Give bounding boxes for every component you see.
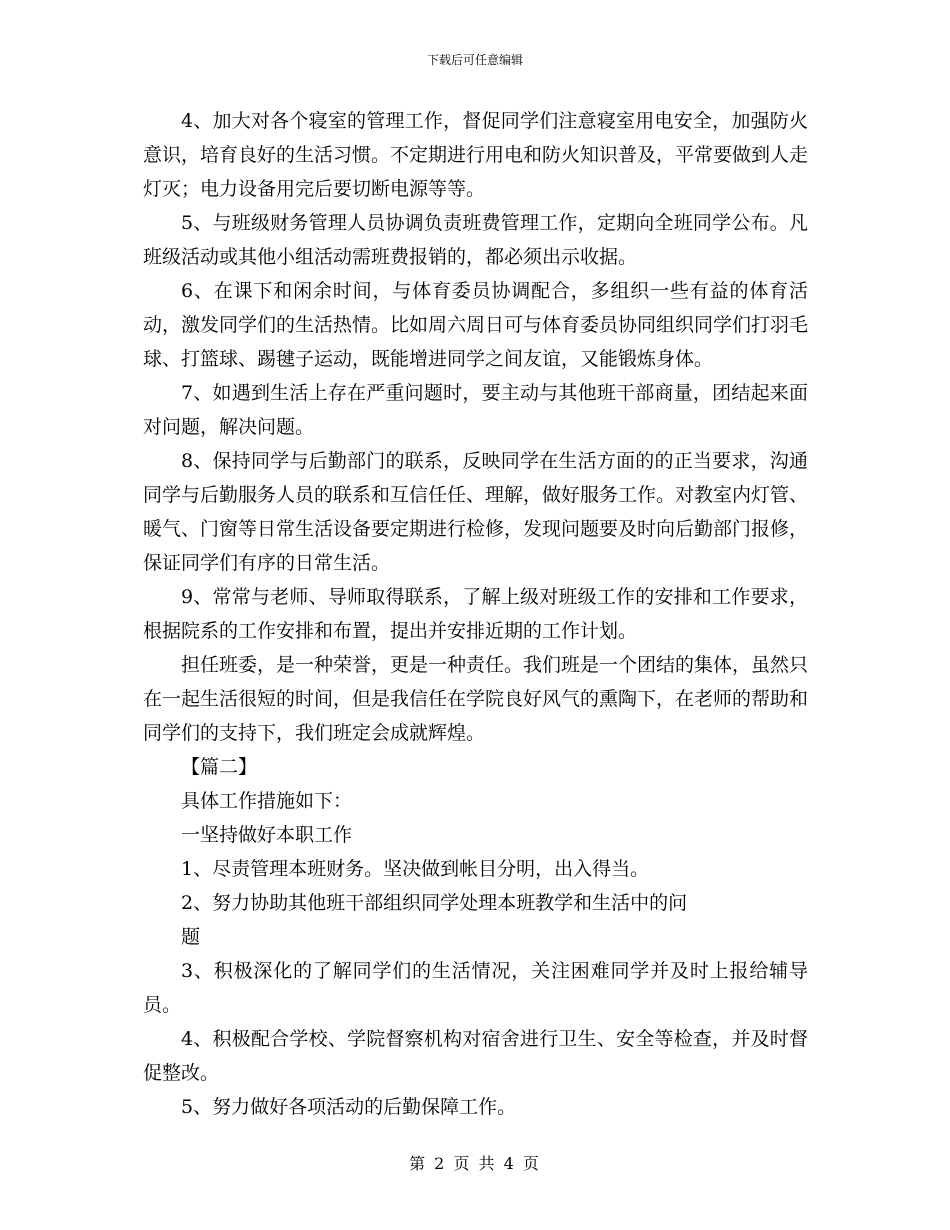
paragraph-4: 4、加大对各个寝室的管理工作，督促同学们注意寝室用电安全，加强防火意识，培育良好的生活习惯。不定期进行用电和防火知识普及，平常要做到人走灯灭；电力设备用完后要切断电源等等。 (143, 110, 809, 200)
list-item-2: 2、努力协助其他班干部组织同学处理本班教学和生活中的问 (181, 892, 688, 914)
paragraph-subheading: 一坚持做好本职工作 (181, 824, 353, 846)
paragraph-9: 9、常常与老师、导师取得联系，了解上级对班级工作的安排和工作要求，根据院系的工作安排和布置，提出并安排近期的工作计划。 (143, 586, 808, 642)
paragraph-summary: 担任班委，是一种荣誉，更是一种责任。我们班是一个团结的集体，虽然只在一起生活很短的时间，但是我信任在学院良好风气的熏陶下，在老师的帮助和同学们的支持下，我们班定会成就辉煌。 (143, 654, 809, 744)
page-footer: 第 2 页 共 4 页 (409, 1154, 541, 1173)
paragraph-8: 8、保持同学与后勤部门的联系，反映同学在生活方面的的正当要求，沟通同学与后勤服务人员的联系和互信任任、理解，做好服务工作。对教室内灯管、暖气、门窗等日常生活设备要定期进行检修，发现问题要及时向后勤部门报修，保证同学们有序的日常生活。 (143, 450, 809, 574)
paragraph-5: 5、与班级财务管理人员协调负责班费管理工作，定期向全班同学公布。凡班级活动或其他小组活动需班费报销的，都必须出示收据。 (143, 212, 808, 268)
paragraph-7: 7、如遇到生活上存在严重问题时，要主动与其他班干部商量，团结起来面对问题，解决问题。 (143, 382, 808, 438)
section-heading-part-two: 【篇二】 (181, 756, 258, 778)
paragraph-measures-intro: 具体工作措施如下： (181, 790, 353, 812)
list-item-2-continuation: 题 (181, 926, 201, 948)
list-item-3: 3、积极深化的了解同学们的生活情况，关注困难同学并及时上报给辅导员。 (143, 960, 808, 1016)
list-item-1: 1、尽责管理本班财务。坚决做到帐目分明，出入得当。 (181, 858, 650, 880)
page-header: 下载后可任意编辑 (426, 53, 523, 67)
paragraph-6: 6、在课下和闲余时间，与体育委员协调配合，多组织一些有益的体育活动，激发同学们的生活热情。比如周六周日可与体育委员协同组织同学们打羽毛球、打篮球、踢毽子运动，既能增进同学之间友谊，又能锻炼身体。 (143, 280, 809, 370)
list-item-5: 5、努力做好各项活动的后勤保障工作。 (181, 1096, 517, 1118)
list-item-4: 4、积极配合学校、学院督察机构对宿舍进行卫生、安全等检查，并及时督促整改。 (143, 1028, 808, 1084)
document-body (143, 104, 808, 1124)
